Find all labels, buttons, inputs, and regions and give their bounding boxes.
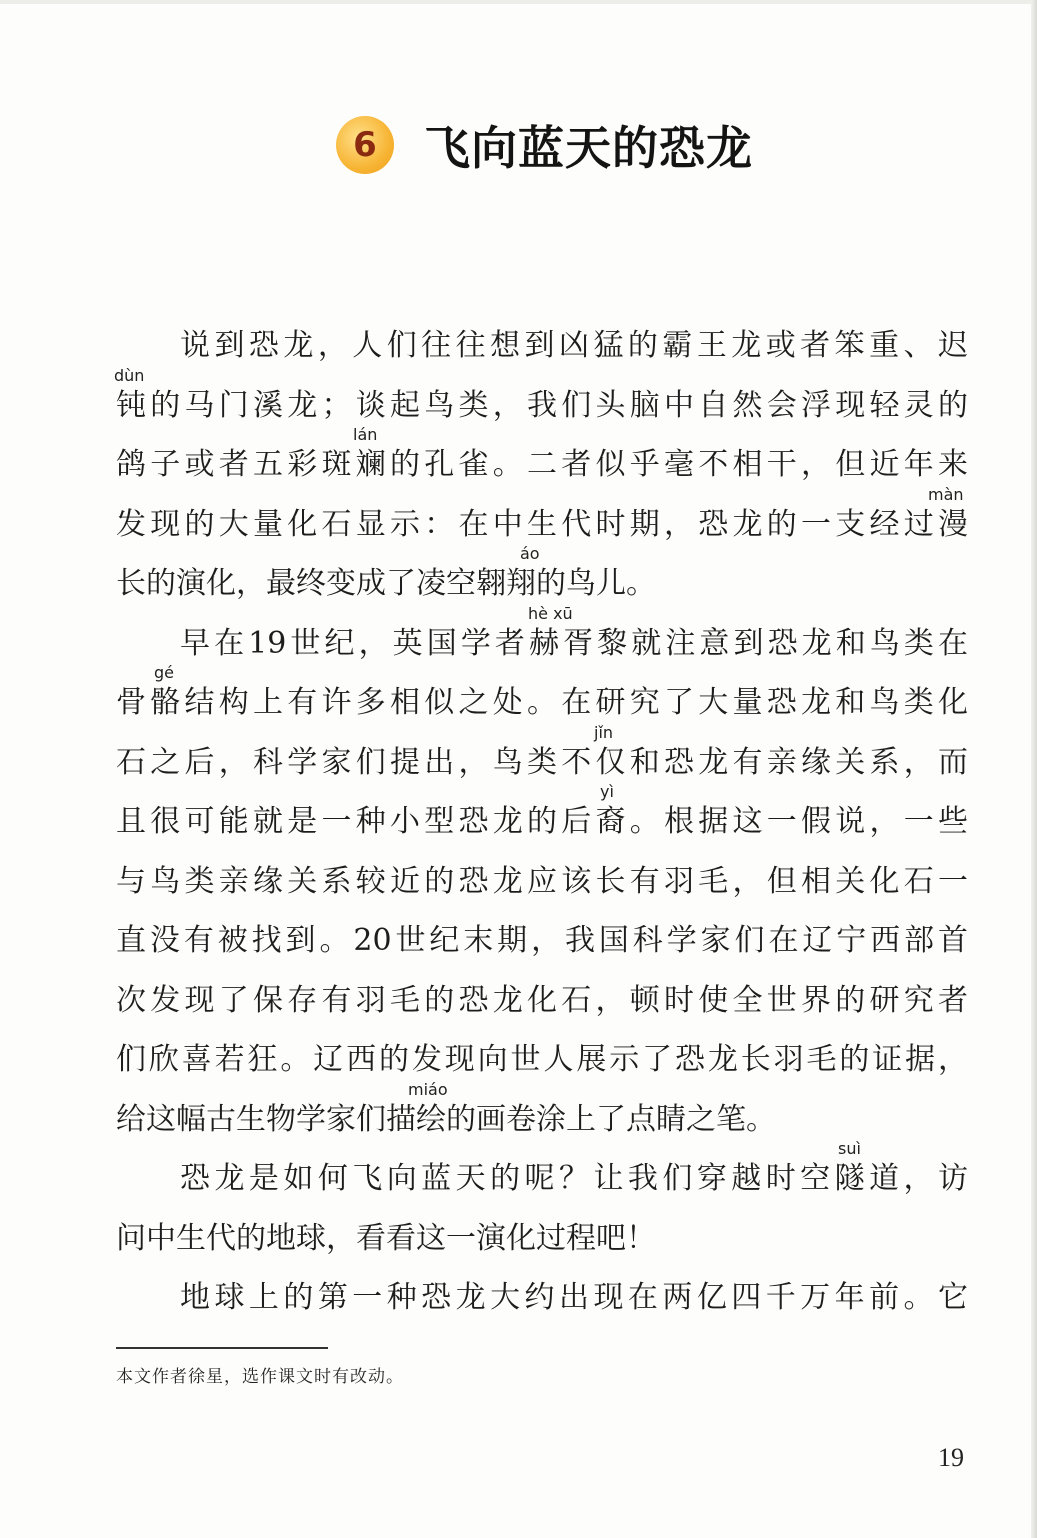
- page-top-edge: [0, 0, 1037, 4]
- text-line: 且很可能就是一种小型恐龙的后裔。根据这一假说，一些: [116, 804, 968, 839]
- page-number: 19: [938, 1443, 964, 1472]
- text-line-with-pinyin: [116, 722, 968, 793]
- pinyin-annotation: miáo: [408, 1079, 448, 1099]
- text-line: 说到恐龙，人们往往想到凶猛的霸王龙或者笨重、迟: [180, 328, 968, 363]
- lesson-title: 飞向蓝天的恐龙: [424, 121, 753, 175]
- text-line: 骨骼结构上有许多相似之处。在研究了大量恐龙和鸟类化: [116, 685, 968, 720]
- pinyin-annotation: yì: [600, 782, 614, 801]
- text-line-with-pinyin: [116, 484, 968, 555]
- page-right-edge: [1031, 0, 1037, 1538]
- pinyin-annotation: màn: [928, 484, 964, 504]
- lesson-number-badge: 6: [336, 116, 394, 174]
- text-line: 问中生代的地球，看看这一演化过程吧！: [116, 1220, 656, 1256]
- pinyin-annotation: hè xū: [528, 603, 573, 623]
- text-line: 地球上的第一种恐龙大约出现在两亿四千万年前。它: [180, 1280, 968, 1315]
- text-line-with-pinyin: [116, 1139, 968, 1209]
- footnote: 本文作者徐星，选作课文时有改动。: [116, 1367, 404, 1387]
- text-line: 鸽子或者五彩斑斓的孔雀。二者似乎毫不相干，但近年来: [116, 447, 968, 482]
- pinyin-annotation: lán: [353, 425, 378, 444]
- text-line: 直没有被找到。20世纪末期，我国科学家们在辽宁西部首: [116, 923, 968, 958]
- text-line: 长的演化，最终变成了凌空翱翔的鸟儿。: [116, 566, 656, 601]
- text-line: 们欣喜若狂。辽西的发现向世人展示了恐龙长羽毛的证据，: [116, 1042, 968, 1077]
- text-line-with-pinyin: [114, 365, 968, 436]
- footnote-divider: [116, 1347, 328, 1349]
- text-line-with-pinyin: [116, 782, 968, 852]
- text-line: 次发现了保存有羽毛的恐龙化石，顿时使全世界的研究者: [116, 982, 968, 1018]
- text-line: 与鸟类亲缘关系较近的恐龙应该长有羽毛，但相关化石一: [116, 863, 968, 899]
- pinyin-annotation: áo: [520, 544, 540, 563]
- text-line: 给这幅古生物学家们描绘的画卷涂上了点睛之笔。: [116, 1101, 776, 1137]
- text-line: 石之后，科学家们提出，鸟类不仅和恐龙有亲缘关系，而: [116, 744, 968, 780]
- text-line-with-pinyin: [116, 603, 968, 674]
- pinyin-annotation: suì: [838, 1139, 861, 1158]
- pinyin-annotation: dùn: [114, 365, 145, 385]
- text-line-with-pinyin: [116, 425, 968, 495]
- lesson-body: [116, 316, 968, 1328]
- pinyin-annotation: jǐn: [594, 722, 614, 742]
- pinyin-annotation: gé: [154, 663, 174, 682]
- text-line: 发现的大量化石显示：在中生代时期，恐龙的一支经过漫: [116, 506, 968, 542]
- lesson-heading: [336, 112, 753, 178]
- text-line: 恐龙是如何飞向蓝天的呢？让我们穿越时空隧道，访: [180, 1161, 968, 1196]
- text-line: 钝的马门溪龙；谈起鸟类，我们头脑中自然会浮现轻灵的: [116, 387, 968, 423]
- text-line: 早在19世纪，英国学者赫胥黎就注意到恐龙和鸟类在: [180, 625, 968, 661]
- text-line-with-pinyin: [116, 663, 968, 733]
